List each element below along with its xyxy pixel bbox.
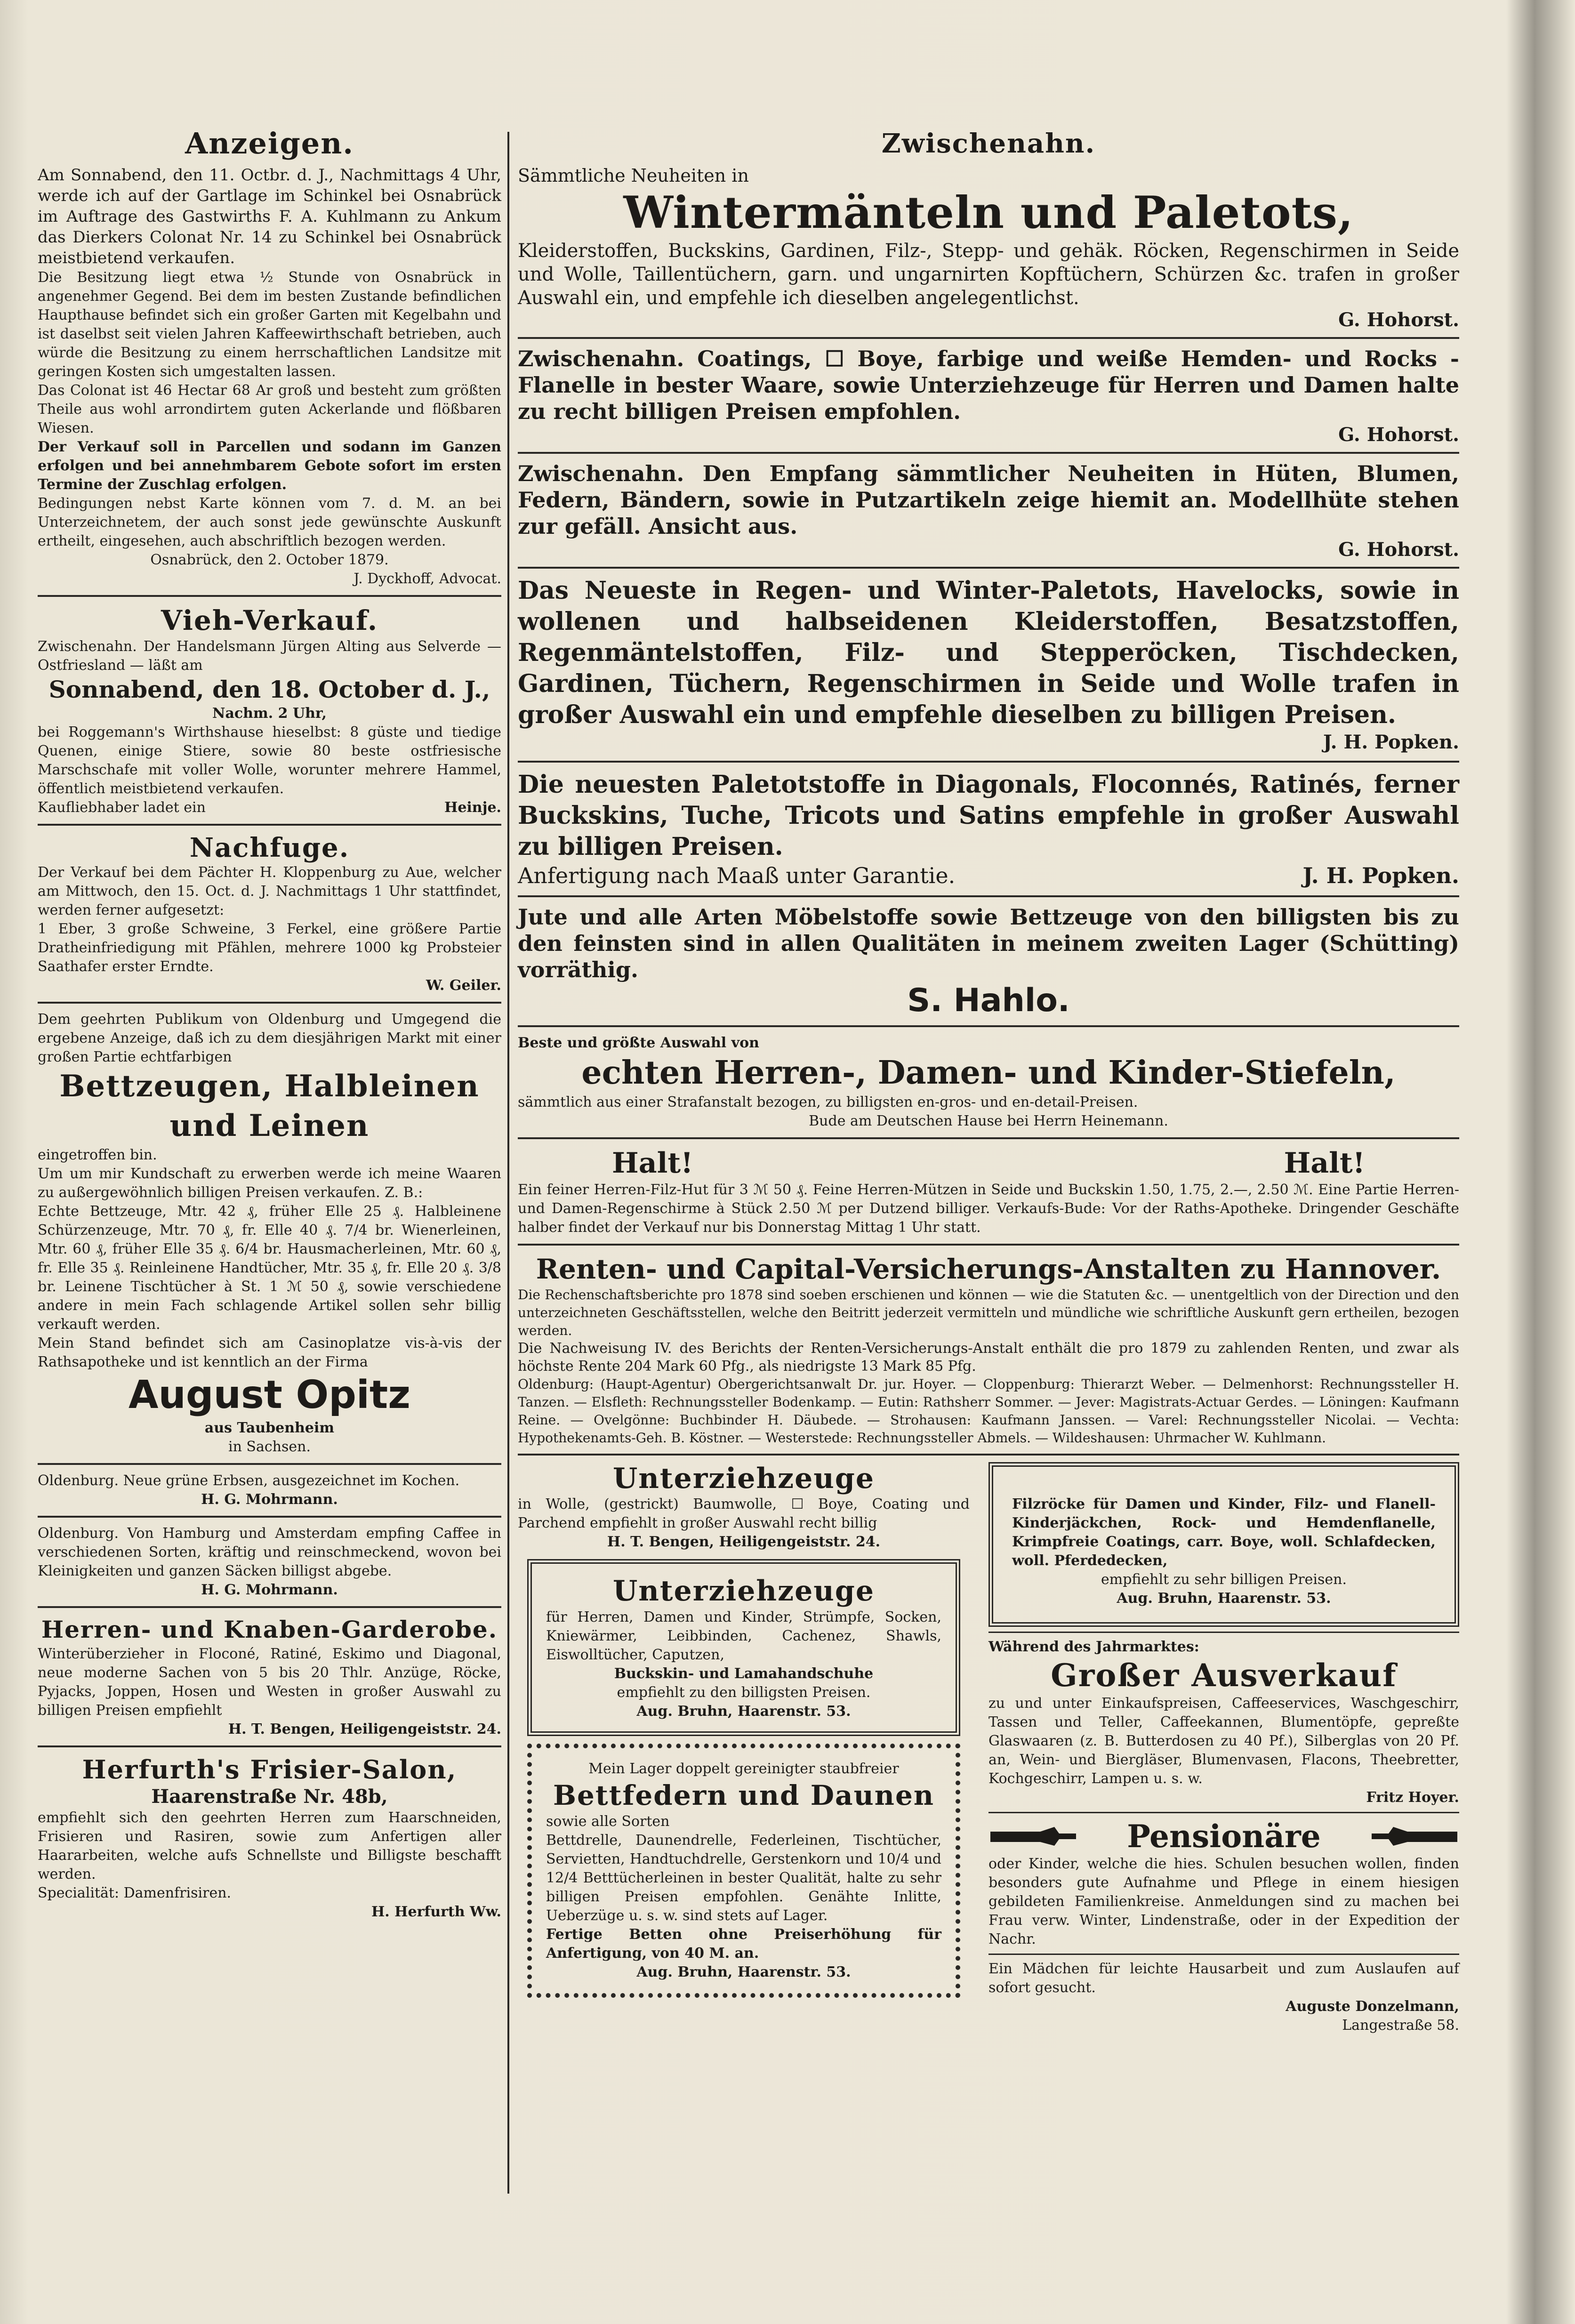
ad-hohorst-1 [518, 122, 1459, 330]
ausverkauf-signature: Fritz Hoyer. [1366, 1789, 1459, 1806]
mohrmann2-signature: H. G. Mohrmann. [201, 1582, 338, 1598]
hahlo-signature: S. Hahlo. [907, 982, 1070, 1019]
ad-pensionaere [988, 1818, 1459, 1949]
halt-heading-left: Halt! [612, 1147, 693, 1180]
divider [518, 1244, 1459, 1246]
halt-text: Ein feiner Herren-Filz-Hut für 3 ℳ 50 ₰. Feine Herren-Mützen in Seide und Buckskin 1.50, 1.75, 2.—, 2.50 ℳ. Eine Partie Herren- und Damen-Regenschirme à Stück 2.50 ℳ per Dutzend billiger. Verkaufs-Bude: Vor der Raths-Apotheke. Dringender Geschäfte halber findet der Verkauf nur bis Donnerstag Mittag 1 Uhr statt. [518, 1182, 1459, 1236]
stiefel-text: sämmtlich aus einer Strafanstalt bezogen, zu billigsten en-gros- und en-detail-Preisen. [518, 1094, 1138, 1110]
ad-mohrmann-1 [38, 1472, 501, 1509]
maedchen-signature: Auguste Donzelmann, [1286, 1998, 1459, 2015]
ad-bettfedern [527, 1744, 960, 1998]
ad-opitz [38, 1010, 501, 1456]
opitz-city: aus Taubenheim [204, 1420, 335, 1436]
ad-frisier-salon [38, 1754, 501, 1922]
popken1-signature: J. H. Popken. [1323, 731, 1459, 753]
stiefel-intro: Beste und größte Auswahl von [518, 1035, 759, 1051]
ausverkauf-text: zu und unter Einkaufspreisen, Caffeeservices, Waschgeschirr, Tassen und Teller, Caffeekannen, Blumentöpfe, gepreßte Glaswaaren (z. B. Butterdosen zu 40 Pf.), Silberglas von 20 Pf. an, Wein- und Biergläser, Blumenvasen, Flacons, Theebretter, Kochgeschirr, Lampen u. s. w. [988, 1695, 1459, 1787]
popken1-text: Das Neueste in Regen- und Winter-Paletots, Havelocks, sowie in wollenen und halbseidenen Kleiderstoffen, Besatzstoffen, Regenmäntelstoffen, Filz- und Stepperöcken, Tischdecken, Gardinen, Tüchern, Regenschirmen in Seide und Wolle trafen in großer Auswahl ein und empfehle dieselben zu billigen Preisen. [518, 576, 1459, 729]
hohorst2-signature: G. Hohorst. [1338, 424, 1459, 446]
maedchen-address: Langestraße 58. [1342, 2017, 1459, 2034]
opitz-text-3: Um um mir Kundschaft zu erwerben werde ich meine Waaren zu außergewöhnlich billigen Preisen verkaufen. Z. B.: [38, 1166, 501, 1201]
filz-price: empfiehlt zu sehr billigen Preisen. [1101, 1571, 1347, 1588]
renten-text-2: Die Nachweisung IV. des Berichts der Renten-Versicherungs-Anstalt enthält die pro 1879 zu zahlenden Renten, und zwar als höchste Rente 204 Mark 60 Pfg., als niedrigste 13 Mark 85 Pfg. [518, 1340, 1459, 1375]
bett-intro: Mein Lager doppelt gereinigter staubfreier [588, 1761, 899, 1777]
unterzieh2-signature: Aug. Bruhn, Haarenstr. 53. [636, 1703, 851, 1720]
filz-signature: Aug. Bruhn, Haarenstr. 53. [1117, 1590, 1331, 1607]
anzeigen-signature: J. Dyckhoff, Advocat. [354, 571, 501, 587]
bett-heading: Bettfedern und Daunen [553, 1779, 935, 1811]
hohorst1-big: Wintermänteln und Paletots, [623, 187, 1354, 239]
ad-renten [518, 1252, 1459, 1447]
left-column [38, 94, 501, 1922]
pensionaere-heading: Pensionäre [1127, 1818, 1321, 1855]
divider [988, 1812, 1459, 1813]
bett-text-2: Bettdrelle, Daunendrelle, Federleinen, Tischtücher, Servietten, Handtuchdrelle, Gerstenkorn und 10/4 und 12/4 Betttücherleinen in bester Qualität, halte zu sehr billigen Preisen empfohlen. Genähte Inlitte, Ueberzüge u. s. w. sind stets auf Lager. [546, 1832, 941, 1924]
frisier-text-2: Specialität: Damenfrisiren. [38, 1885, 232, 1901]
vieh-time: Nachm. 2 Uhr, [212, 705, 327, 722]
ad-halt [518, 1146, 1459, 1237]
ad-hahlo [518, 904, 1459, 1019]
ad-mohrmann-2 [38, 1524, 501, 1600]
lower-right-area [518, 1462, 1459, 2035]
filz-text: Filzröcke für Damen und Kinder, Filz- und Flanell-Kinderjäckchen, Rock- und Hemdenflanelle, Krimpfreie Coatings, carr. Boye, woll. Schlafdecken, woll. Pferdedecken, [1012, 1496, 1436, 1569]
anzeigen-text-1: Am Sonnabend, den 11. Octbr. d. J., Nachmittags 4 Uhr, werde ich auf der Gartlage im Schinkel bei Osnabrück im Auftrage des Gastwirths F. A. Kuhlmann zu Ankum das Dierkers Colonat Nr. 14 zu Schinkel bei Osnabrück meistbietend verkaufen. [38, 166, 501, 267]
divider [518, 895, 1459, 897]
hohorst1-intro: Sämmtliche Neuheiten in [518, 165, 749, 186]
right-column [518, 94, 1459, 2035]
pointing-hand-right-icon [988, 1823, 1078, 1850]
divider [988, 1632, 1459, 1633]
ad-hohorst-3 [518, 460, 1459, 560]
ad-viehverkauf [38, 603, 501, 817]
hohorst3-signature: G. Hohorst. [1338, 539, 1459, 561]
ad-maedchen [988, 1960, 1459, 2035]
ad-stiefel [518, 1034, 1459, 1131]
nachfuge-text-1: Der Verkauf bei dem Pächter H. Kloppenburg zu Aue, welcher am Mittwoch, den 15. Oct. d. J. Nachmittags 1 Uhr stattfindet, werden ferner aufgesetzt: [38, 864, 501, 918]
divider [518, 452, 1459, 454]
unterzieh2-price: empfiehlt zu den billigsten Preisen. [617, 1684, 871, 1701]
vieh-text-2: bei Roggemann's Wirthshause hieselbst: 8 güste und tiedige Quenen, einige Stiere, sowie 80 beste ostfriesische Marschschafe mit voller Wolle, worunter mehrere Hammel, öffentlich meistbietend verkaufen. [38, 724, 501, 797]
divider [38, 595, 501, 597]
halt-heading-right: Halt! [1284, 1147, 1365, 1180]
opitz-heading: Bettzeugen, Halbleinen und Leinen [59, 1069, 480, 1143]
opitz-text-2: eingetroffen bin. [38, 1147, 157, 1163]
mohrmann1-text: Oldenburg. Neue grüne Erbsen, ausgezeichnet im Kochen. [38, 1472, 460, 1489]
heading-viehverkauf: Vieh-Verkauf. [161, 604, 378, 636]
opitz-country: in Sachsen. [228, 1439, 311, 1455]
garderobe-signature: H. T. Bengen, Heiligengeiststr. 24. [228, 1721, 501, 1737]
nachfuge-signature: W. Geiler. [426, 977, 501, 994]
pointing-hand-left-icon [1370, 1823, 1459, 1850]
divider [38, 1516, 501, 1518]
heading-frisier-salon: Herfurth's Frisier-Salon, [82, 1754, 457, 1785]
unterzieh1-heading: Unterziehzeuge [612, 1462, 875, 1495]
ausverkauf-heading: Großer Ausverkauf [1051, 1657, 1397, 1694]
opitz-text-4: Mein Stand befindet sich am Casinoplatze vis-à-vis der Rathsapotheke und ist kenntlich an der Firma [38, 1335, 501, 1370]
unterzieh1-text: in Wolle, (gestrickt) Baumwolle, ☐ Boye, Coating und Parchend empfiehlt in großer Auswahl recht billig [518, 1496, 970, 1531]
opitz-text-1: Dem geehrten Publikum von Oldenburg und Umgegend die ergebene Anzeige, daß ich zu dem diesjährigen Markt mit einer großen Partie echtfarbigen [38, 1011, 501, 1065]
heading-anzeigen: Anzeigen. [185, 126, 354, 161]
divider [38, 1463, 501, 1465]
ad-ausverkauf [988, 1638, 1459, 1807]
divider [38, 1606, 501, 1608]
divider [518, 761, 1459, 763]
unterzieh2-text: für Herren, Damen und Kinder, Strümpfe, Socken, Kniewärmer, Leibbinden, Cachenez, Shawls, Eiswolltücher, Caputzen, [546, 1609, 941, 1663]
hohorst2-text: Zwischenahn. Coatings, ☐ Boye, farbige und weiße Hemden- und Rocks - Flanelle in bester Waare, sowie Unterziehzeuge für Herren und Damen halte zu recht billigen Preisen empfohlen. [518, 346, 1459, 424]
opitz-prices: Echte Bettzeuge, Mtr. 42 ₰, früher Elle 25 ₰. Halbleinene Schürzenzeuge, Mtr. 70 ₰, fr. Elle 40 ₰. 7/4 br. Wienerleinen, Mtr. 60 ₰, früher Elle 35 ₰. 6/4 br. Hausmacherleinen, Mtr. 60 ₰, fr. Elle 35 ₰. Reinleinene Handtücher, Mtr. 35 ₰, fr. Elle 20 ₰. 3/8 br. Leinene Tischtücher à St. 1 ℳ 50 ₰, sowie verschiedene andere in mein Fach schlagende Artikel sollen sehr billig verkauft werden. [38, 1203, 501, 1333]
divider [518, 567, 1459, 569]
bett-signature: Aug. Bruhn, Haarenstr. 53. [636, 1964, 851, 1980]
bett-text-3: Fertige Betten ohne Preiserhöhung für Anfertigung, von 40 M. an. [546, 1926, 941, 1962]
renten-text-1: Die Rechenschaftsberichte pro 1878 sind soeben erschienen und können — wie die Statuten &c. — unentgeltlich von der Direction und den unterzeichneten Geschäftsstellen, welche den Beitritt jederzeit vermitteln und mündliche wie schriftliche Auskunft gern ertheilen, bezogen werden. [518, 1287, 1459, 1338]
maedchen-text: Ein Mädchen für leichte Hausarbeit und zum Auslaufen auf sofort gesucht. [988, 1961, 1459, 1996]
bett-text-1: sowie alle Sorten [546, 1813, 670, 1830]
mohrmann1-signature: H. G. Mohrmann. [201, 1491, 338, 1508]
ad-popken-1 [518, 575, 1459, 754]
divider [518, 1454, 1459, 1456]
hohorst1-text: Kleiderstoffen, Buckskins, Gardinen, Filz-, Stepp- und gehäk. Röcken, Regenschirmen in Seide und Wolle, Taillentüchern, garn. und ungarnirten Kopftüchern, Schürzen &c. trafen in großer Auswahl ein, und empfehle ich dieselben angelegentlichst. [518, 240, 1459, 309]
anzeigen-date: Osnabrück, den 2. October 1879. [150, 552, 389, 568]
divider [38, 824, 501, 826]
hahlo-text: Jute und alle Arten Möbelstoffe sowie Bettzeuge von den billigsten bis zu den feinsten sind in allen Qualitäten in meinem zweiten Lager (Schütting) vorräthig. [518, 904, 1459, 982]
ad-anzeigen [38, 122, 501, 588]
anzeigen-text-2: Die Besitzung liegt etwa ½ Stunde von Osnabrück in angenehmer Gegend. Bei dem im besten Zustande befindlichen Haupthause befindet sich ein großer Garten mit Kegelbahn und ist daselbst seit vielen Jahren Kaffeewirthschaft betrieben, auch würde die Besitzung zu einem herrschaftlichen Landsitze mit geringen Kosten sich umgestalten lassen. [38, 269, 501, 380]
stiefel-heading: echten Herren-, Damen- und Kinder-Stiefeln, [581, 1054, 1396, 1092]
anzeigen-text-5: Bedingungen nebst Karte können vom 7. d. M. an bei Unterzeichnetem, der auch sonst jede gewünschte Auskunft ertheilt, eingesehen, auch abschriftlich bezogen werden. [38, 495, 501, 549]
renten-agencies: Oldenburg: (Haupt-Agentur) Obergerichtsanwalt Dr. jur. Hoyer. — Cloppenburg: Thierarzt Weber. — Delmenhorst: Rechnungssteller H. Tanzen. — Elsfleth: Rechnungssteller Bodenkamp. — Eutin: Rathsherr Sommer. — Jever: Magistrats-Actuar Gerdes. — Löningen: Kaufmann Reine. — Ovelgönne: Buchbinder H. Däubede. — Strohausen: Kaufmann Janssen. — Varel: Rechnungssteller Nicolai. — Vechta: Hypothekenamts-Geh. B. Köstner. — Westerstede: Rechnungssteller Abmels. — Wildeshausen: Uhrmacher W. Kuhlmann. [518, 1376, 1459, 1446]
hohorst3-text: Zwischenahn. Den Empfang sämmtlicher Neuheiten in Hüten, Blumen, Federn, Bändern, sowie in Putzartikeln zeige hiemit an. Modellhüte stehen zur gefäll. Ansicht aus. [518, 461, 1459, 539]
divider [518, 1025, 1459, 1027]
frisier-address: Haarenstraße Nr. 48b, [151, 1785, 388, 1808]
anzeigen-text-4: Der Verkauf soll in Parcellen und sodann im Ganzen erfolgen und bei annehmbarem Gebote sofort im ersten Termine der Zuschlag erfolgen. [38, 439, 501, 493]
unterzieh2-gloves: Buckskin- und Lamahandschuhe [614, 1665, 874, 1682]
vieh-text-1: Zwischenahn. Der Handelsmann Jürgen Alting aus Selverde — Ostfriesland — läßt am [38, 638, 501, 674]
heading-nachfuge: Nachfuge. [189, 832, 350, 863]
opitz-firm-name: August Opitz [129, 1373, 410, 1417]
column-divider [507, 132, 509, 2194]
hohorst1-signature: G. Hohorst. [1338, 309, 1459, 331]
vieh-date: Sonnabend, den 18. October d. J., [48, 675, 490, 703]
ad-unterziehzeuge-bruhn [527, 1559, 960, 1736]
ad-nachfuge [38, 832, 501, 995]
lower-right-left-column [518, 1462, 970, 2035]
garderobe-text: Winterüberzieher in Floconé, Ratiné, Eskimo und Diagonal, neue moderne Sachen von 5 bis 20 Thlr. Anzüge, Röcke, Pyjacks, Joppen, Hosen und Westen in großer Auswahl zu billigen Preisen empfiehlt [38, 1646, 501, 1719]
divider [38, 1745, 501, 1747]
divider [38, 1002, 501, 1004]
vieh-sig-left: Kaufliebhaber ladet ein [38, 799, 206, 816]
divider [518, 1137, 1459, 1139]
unterzieh1-signature: H. T. Bengen, Heiligengeiststr. 24. [607, 1534, 881, 1550]
divider [518, 337, 1459, 339]
frisier-text-1: empfiehlt sich den geehrten Herren zum Haarschneiden, Frisieren und Rasiren, sowie zum Anfertigen aller Haararbeiten, welche aufs Schnellste und Billigste beschafft werden. [38, 1809, 501, 1882]
lower-right-right-column [988, 1462, 1459, 2035]
renten-heading: Renten- und Capital-Versicherungs-Anstalten zu Hannover. [536, 1253, 1441, 1285]
heading-zwischenahn: Zwischenahn. [881, 128, 1096, 159]
mohrmann2-text: Oldenburg. Von Hamburg und Amsterdam empfing Caffee in verschiedenen Sorten, kräftig und reinschmeckend, wovon bei Kleinigkeiten und ganzen Säcken billigst abgebe. [38, 1525, 501, 1579]
divider [988, 1954, 1459, 1955]
nachfuge-text-2: 1 Eber, 3 große Schweine, 3 Ferkel, eine größere Partie Dratheinfriedigung mit Pfählen, mehrere 1000 kg Probsteier Saathafer erster Erndte. [38, 921, 501, 975]
vieh-sig-right: Heinje. [444, 799, 501, 816]
popken2-signature: J. H. Popken. [1302, 863, 1459, 888]
ad-garderobe [38, 1615, 501, 1739]
anzeigen-text-3: Das Colonat ist 46 Hectar 68 Ar groß und besteht zum größten Theile aus wohl arrondirtem guten Ackerlande und flößbaren Wiesen. [38, 382, 501, 436]
unterzieh2-heading: Unterziehzeuge [612, 1575, 875, 1608]
popken2-guarantee: Anfertigung nach Maaß unter Garantie. [518, 863, 956, 888]
pensionaere-text: oder Kinder, welche die hies. Schulen besuchen wollen, finden besonders gute Aufnahme und Pflege in einem hiesigen gebildeten Familienkreise. Anmeldungen sind zu machen bei Frau verw. Winter, Lindenstraße, oder in der Expedition der Nachr. [988, 1856, 1459, 1947]
popken2-text: Die neuesten Paletotstoffe in Diagonals, Floconnés, Ratinés, ferner Buckskins, Tuche, Tricots und Satins empfehle in großer Auswahl zu billigen Preisen. [518, 770, 1459, 861]
heading-garderobe: Herren- und Knaben-Garderobe. [41, 1616, 498, 1643]
ad-popken-2 [518, 769, 1459, 889]
ad-unterziehzeuge-bengen [518, 1462, 970, 1552]
ad-filzroecke [988, 1462, 1459, 1627]
ad-hohorst-2 [518, 346, 1459, 445]
frisier-signature: H. Herfurth Ww. [371, 1904, 501, 1920]
stiefel-location: Bude am Deutschen Hause bei Herrn Heinemann. [809, 1113, 1168, 1129]
ausverkauf-intro: Während des Jahrmarktes: [988, 1639, 1199, 1655]
